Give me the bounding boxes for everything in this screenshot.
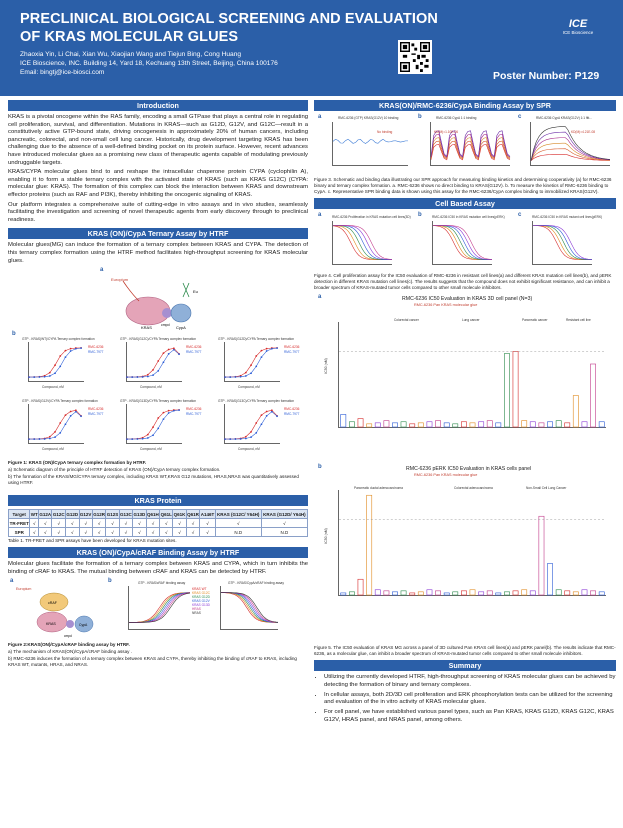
figure-2-caption	[8, 642, 308, 668]
bar	[444, 593, 449, 595]
bar	[590, 364, 595, 427]
cell-chart-a	[332, 221, 392, 265]
spr-chart-b-title: RMC-6236 CypA 1:1 binding	[436, 116, 477, 120]
table-cell: √	[92, 519, 106, 528]
table-header-cell: KRAS (G12D/ Y64H)	[263, 511, 306, 517]
figure-4-caption: Figure 4. Cell proliferation assay for the IC50 evaluation of RMC-6236 in resistant cell lines(a) and different KRAS mutation cell lines(b), and pERK detection in different KRAS mutation cell lines(c). The results suggests that the compound does not exhibit significant resistance, and can inhibit a broader spectrum of KRAS-mutated tumor cells compared to other small molecule inhibitors.	[314, 273, 612, 290]
title-line-1: PRECLINICAL BIOLOGICAL SCREENING AND EVALUATION	[20, 11, 438, 27]
bar	[470, 423, 475, 427]
bar	[479, 422, 484, 427]
affiliation: ICE Bioscience, INC. Building 14, Yard 18, Kechuang 13th Street, Beijing, China 100176	[20, 60, 278, 67]
table-header-cell: G12C	[52, 511, 65, 517]
series-line	[127, 348, 179, 377]
poster-title	[20, 10, 460, 46]
series-line	[333, 225, 392, 259]
bar	[358, 579, 363, 595]
table-cell: √	[66, 519, 80, 528]
cell-chart-c	[532, 221, 592, 265]
table-header-cell: Q61H	[147, 511, 159, 517]
bar	[435, 591, 440, 595]
craf-legend	[192, 587, 210, 615]
legend-entry: KRAS G12D	[192, 595, 210, 600]
panel-chart-b-subtitle: RMC-6236 Pan KRAS molecular glue	[414, 473, 478, 477]
series-line	[127, 350, 179, 377]
bar	[599, 422, 604, 427]
right-column	[314, 100, 616, 727]
figure-4-label-b: b	[418, 212, 422, 218]
htrf-chart	[28, 404, 84, 444]
series-line	[127, 410, 179, 439]
htrf-chart-title: GTP - KRAS(G12C)/CYPA Ternary complex formation	[120, 337, 196, 342]
htrf-chart	[28, 342, 84, 382]
group-label: Pancreatic ductal adenocarcinoma	[354, 486, 403, 490]
summary-item: • For cell panel, we have established various panel types, such as Pan KRAS, KRAS G12D, KRAS G12C, KRAS G12V, HRAS panel, and NRAS panel, among others.	[324, 709, 616, 725]
diagram-label-europium: Europium	[16, 587, 32, 592]
summary-item: • Utilizing the currently developed HTRF, high-throughput screening of KRAS molecular glues can be achieved by detecting the formation of binary and ternary complexes.	[324, 674, 616, 690]
series-line	[433, 225, 492, 259]
series-line	[221, 593, 278, 623]
bar	[384, 421, 389, 427]
legend-entry: RMC-7977	[186, 412, 202, 417]
qr-code-icon	[398, 40, 432, 74]
figure-3-label-b: b	[418, 114, 422, 120]
summary-list	[314, 674, 616, 725]
row-label: TR-FRET	[9, 520, 29, 526]
htrf-chart	[224, 404, 280, 444]
table-cell: √	[52, 528, 66, 537]
table-cell: √	[79, 519, 92, 528]
table-cell: √	[133, 519, 147, 528]
x-axis-label: Compound, nM	[140, 447, 162, 452]
table-header-cell: Q61K	[173, 511, 186, 517]
series-line	[221, 593, 278, 623]
bar	[418, 592, 423, 595]
section-heading-craf: KRAS (ON)/CypA/cRAF Binding Assay by HTRF	[8, 547, 308, 558]
bar	[573, 396, 578, 428]
spr-c-annotation: KD(M)=4.21E-08	[571, 130, 596, 134]
htrf-chart-title: GTP - KRAS(G12D)/CYPA Ternary complex formation	[218, 337, 294, 342]
row-label: SPR	[9, 528, 30, 537]
series-line	[221, 593, 278, 623]
bar	[487, 421, 492, 427]
series-line	[221, 593, 278, 623]
group-label: Colorectal cancer	[394, 318, 419, 322]
legend-entry: KRAS G12C	[192, 591, 210, 596]
spr-b-annotation: KD(M)=1.10E-06	[434, 130, 459, 134]
figure-3-label-a: a	[318, 114, 322, 120]
table-header-cell: KRAS (G12C/ Y64H)	[216, 511, 260, 517]
diagram-label-cmpd: cmpd	[64, 634, 72, 639]
spr-chart-a-title: RMC-6236 (GTP) KRAS(G12V) 10 binding	[338, 116, 399, 120]
section-heading-htrf: KRAS (ON)/CypA Ternary Assay by HTRF	[8, 228, 308, 239]
group-label: Pancreatic cancer	[522, 318, 548, 322]
bar	[582, 590, 587, 595]
diagram-label-cmpd: cmpd	[161, 323, 170, 328]
table-cell: √	[133, 528, 147, 537]
craf-chart-1	[128, 586, 190, 630]
table-cell: √	[66, 528, 80, 537]
htrf-chart-title: GTP - KRAS(G13C)/CYPA Ternary complex formation	[218, 399, 294, 404]
series-line	[333, 225, 392, 259]
table-cell: √	[200, 528, 215, 537]
table-cell: √	[38, 528, 52, 537]
figure-3-caption: Figure 3. Schematic and binding data illustrating our SPR approach for measuring binding kinetics and determining cooperativity (a) for RMC-6236 binary and ternary complex formation. a. RMC-6236 shows no direct binding to KRAS(G12V). b. To measure the kinetics of RMC-6236 binding to CypA. c. Representative SPR binding data is shown using this assay for the RMC-6236/CypA complex binding to immobilized KRAS(G12V).	[314, 177, 612, 194]
bar	[427, 590, 432, 595]
legend-entry: RMC-7977	[284, 350, 300, 355]
figure-1-caption-b: b) The formation of the KRAS/MG/CYPA ternary complex, including KRAS WT,KRAS G12 mutations, HRAS,NRAS was quantitatively assessed using HTRF.	[8, 474, 299, 486]
figure-1-caption-a: a) Schematic diagram of the principle of HTRF detection of KRAS (ON)/CypA ternary complex formation.	[8, 467, 221, 473]
diagram-label-kras: KRAS	[141, 325, 152, 331]
legend-entry: RMC-7977	[88, 412, 104, 417]
summary-item: • In cellular assays, both 2D/3D cell proliferation and ERK phosphorylation tests can be utilized for the screening and evaluation of the in vitro activity of KRAS molecular glues.	[324, 692, 616, 708]
poster-number: Poster Number: P129	[493, 70, 600, 82]
table-header-cell: Q61R	[187, 511, 199, 517]
legend-entry: RMC-6236	[284, 407, 300, 412]
bar	[530, 591, 535, 595]
legend-entry: RMC-6236	[88, 407, 104, 412]
series-line	[433, 225, 492, 259]
table-cell: √	[215, 519, 261, 528]
bar	[556, 590, 561, 595]
figure-2-caption-a: a) The mechanism of KRAS(ON)/CypA/cRAF binding assay .	[8, 649, 132, 655]
legend-entry: KRAS G13D	[192, 603, 210, 608]
table-cell: √	[146, 519, 160, 528]
bar	[341, 414, 346, 427]
bar	[599, 592, 604, 595]
bar	[487, 591, 492, 595]
bar	[565, 423, 570, 427]
figure-2-caption-b: b) RMC-6236 induces the formation of a ternary complex between KRAS and CYPA, thereby inhibiting the binding of cRAF to KRAS, including KRAS WT, mutants, HRAS, and NRAS.	[8, 656, 297, 668]
legend-entry: RMC-6236	[88, 345, 104, 350]
figure-4	[314, 212, 616, 272]
legend-entry: RMC-7977	[186, 350, 202, 355]
table-header-cell: A146T	[200, 511, 215, 517]
bar	[513, 351, 518, 427]
table-header-cell: G12D	[66, 511, 79, 517]
series-line	[221, 593, 278, 623]
figure-5	[314, 294, 616, 644]
intro-paragraph-3: Our platform integrates a comprehensive suite of cutting-edge in vitro assays and in vivo studies, seamlessly facilitating the investigation and screening of novel therapeutic agents from early discovery through to preclinical readiness.	[8, 201, 308, 223]
table-cell: √	[119, 519, 133, 528]
bar	[547, 422, 552, 427]
group-label: Colorectal adenocarcinoma	[454, 486, 493, 490]
company-logo	[548, 18, 608, 52]
figure-3-label-c: c	[518, 114, 522, 120]
bar	[556, 421, 561, 427]
bar	[349, 422, 354, 427]
bar	[470, 590, 475, 595]
legend-entry: NRAS	[192, 611, 201, 616]
legend-entry: RMC-6236	[186, 345, 202, 350]
section-heading-kras-protein: KRAS Protein	[8, 495, 308, 506]
legend-entry: KRAS WT	[192, 587, 207, 592]
email: Email: bingtj@ice-biosci.com	[20, 69, 105, 76]
figure-5-label-a: a	[318, 294, 322, 300]
craf-chart-1-title: GTP - KRAS/cRAF binding assay	[138, 581, 186, 586]
logo-mark: ICE	[568, 18, 588, 30]
europium-arrow	[123, 281, 139, 301]
figure-2	[8, 578, 308, 640]
bar	[461, 591, 466, 595]
bar	[522, 590, 527, 595]
group-label: Resistant cell line	[566, 318, 591, 322]
panel-chart-b-ylabel: IC50 (nM)	[323, 528, 328, 544]
compound-shape	[162, 308, 172, 318]
diagram-label-cypa: CypA	[79, 623, 88, 628]
bar	[453, 424, 458, 427]
figure-2-label-b: b	[108, 578, 112, 585]
table-cell: √	[106, 528, 119, 537]
bar	[590, 591, 595, 595]
bar	[539, 423, 544, 427]
legend-entry: RMC-7977	[88, 350, 104, 355]
logo-subtext: ICE Bioscience	[562, 30, 594, 35]
table-cell: √	[261, 519, 307, 528]
table-cell: N.D	[215, 528, 261, 537]
htrf-chart-title: GTP - KRAS(G12V)/CYPA Ternary complex formation	[22, 399, 98, 404]
table-cell: √	[173, 519, 187, 528]
authors: Zhaoxia Yin, Li Chai, Xian Wu, Xiaojian Wang and Tiejun Bing, Cong Huang	[20, 51, 242, 58]
bar	[479, 592, 484, 595]
series-line	[333, 139, 408, 143]
figure-1	[8, 267, 308, 495]
cell-chart-a-title: RMC-6236 Proliferation in KRAS mutation cell lines(3D)	[332, 215, 411, 219]
table-cell: √	[38, 519, 52, 528]
series-line	[29, 410, 81, 439]
bar	[427, 422, 432, 427]
bar	[418, 423, 423, 427]
bar	[358, 419, 363, 427]
bar	[401, 422, 406, 427]
table-cell: √	[92, 528, 106, 537]
compound-shape	[66, 620, 74, 628]
series-line	[433, 225, 492, 259]
group-label: Non-Small Cell Lung Cancer	[526, 486, 567, 490]
bar	[582, 422, 587, 427]
htrf-paragraph: Molecular glues(MG) can induce the formation of a ternary complex between KRAS and CYPA. The detection of this ternary complex formation using the HTRF method facilitates high-throughput screening for KRAS molecular glues.	[8, 242, 308, 264]
bar	[349, 592, 354, 595]
table-header-cell: Target	[9, 510, 30, 519]
figure-1-caption	[8, 459, 308, 486]
table-cell: √	[186, 528, 200, 537]
panel-chart-a-title: RMC-6236 IC50 Evaluation in KRAS 3D cell panel (N=3)	[402, 296, 533, 302]
table-cell: √	[119, 528, 133, 537]
x-axis-label: Compound, nM	[238, 447, 260, 452]
section-heading-introduction: Introduction	[8, 100, 308, 111]
bar	[573, 592, 578, 595]
bar	[435, 421, 440, 427]
htrf-chart-title: GTP - KRAS(WT)/CYPA Ternary complex formation	[22, 337, 95, 342]
figure-4-label-c: c	[518, 212, 522, 218]
series-line	[225, 348, 277, 377]
craf-chart-2	[220, 586, 278, 630]
legend-entry: RMC-7977	[284, 412, 300, 417]
cell-chart-b-title: RMC-6236 IC50 in KRAS mutation cell lines(pERK)	[432, 215, 505, 219]
table-header-cell: G13D	[133, 511, 146, 517]
panel-chart-a	[338, 322, 606, 428]
bar	[522, 421, 527, 427]
cell-chart-b	[432, 221, 492, 265]
x-axis-label: Compound, nM	[42, 447, 64, 452]
diagram-label-cypa: CypA	[176, 325, 186, 331]
x-axis-label: Compound, nM	[238, 385, 260, 390]
bar	[565, 591, 570, 595]
panel-chart-b	[338, 490, 606, 596]
acceptor-icon	[183, 283, 189, 297]
table-header-cell: G12V	[79, 511, 92, 517]
group-label: Lung cancer	[462, 318, 480, 322]
cell-chart-c-title: RMC-6236 IC50 in KRAS mutant cell lines(pERK)	[532, 215, 603, 219]
kras-protein-table	[8, 509, 308, 537]
spr-chart-b	[430, 122, 510, 166]
table-header-row	[9, 510, 308, 519]
figure-2-label-a: a	[10, 578, 14, 585]
table-header-cell: G13C	[119, 511, 132, 517]
bar	[530, 422, 535, 427]
intro-paragraph-2: KRAS/CYPA molecular glues bind to and reshape the intracellular chaperone protein CYPA (cyclophilin A), enabling it to form a stable ternary complex with the activated state of KRAS (such as KRAS G12C) (CYPA: molecular glue: KRAS). The formation of this complex can block the interaction between KRAS and downstream effector proteins (such as RAF and PI3K), thereby inhibiting the oncogenic signaling of KRAS.	[8, 169, 308, 198]
bar	[453, 592, 458, 595]
table-cell: N.D	[261, 528, 307, 537]
htrf-chart	[224, 342, 280, 382]
table-header-cell: Q61L	[160, 511, 172, 517]
series-line	[533, 225, 592, 259]
table-cell: √	[160, 519, 173, 528]
table-cell: √	[186, 519, 200, 528]
panel-chart-a-ylabel: IC50 (nM)	[323, 358, 328, 374]
series-line	[533, 225, 592, 259]
series-line	[221, 593, 278, 623]
craf-chart-2-title: GTP - KRAS/CypA/cRAF binding assay	[228, 581, 284, 586]
bar	[410, 424, 415, 427]
diagram-label-eu: Eu	[193, 289, 198, 295]
legend-entry: RMC-6236	[284, 345, 300, 350]
series-line	[531, 138, 610, 161]
bar	[375, 423, 380, 427]
bar	[496, 593, 501, 595]
table-header-cell: G12S	[106, 511, 119, 517]
bar	[410, 593, 415, 595]
bar	[539, 516, 544, 595]
left-column	[8, 100, 308, 668]
table-cell: √	[173, 528, 187, 537]
htrf-chart-title: GTP - KRAS(G13D)/CYPA Ternary complex formation	[120, 399, 196, 404]
bar	[444, 423, 449, 427]
table-header-cell: G12R	[93, 511, 105, 517]
htrf-chart	[126, 342, 182, 382]
table-cell: √	[200, 519, 215, 528]
series-line	[333, 225, 392, 259]
table-cell: √	[106, 519, 119, 528]
table-header-cell: WT	[30, 511, 38, 517]
htrf-mechanism-diagram	[103, 273, 213, 331]
table-1-caption: Table 1. TR-FRET and SPR assays have been developed for KRAS mutation sites.	[8, 538, 177, 544]
series-line	[533, 225, 592, 259]
spr-a-annotation: No binding	[377, 130, 393, 134]
series-line	[533, 225, 592, 259]
diagram-label-craf: cRAF	[48, 601, 57, 606]
section-heading-summary: Summary	[314, 660, 616, 671]
bar	[401, 591, 406, 595]
series-line	[225, 410, 277, 439]
section-heading-spr: KRAS(ON)/RMC-6236/CypA Binding Assay by SPR	[314, 100, 616, 111]
figure-1-label-b: b	[12, 331, 16, 338]
legend-entry: RMC-6236	[186, 407, 202, 412]
series-line	[29, 348, 81, 377]
bar	[547, 564, 552, 596]
table-cell: √	[30, 519, 38, 528]
panel-chart-b-title: RMC-6236 pERK IC50 Evaluation in KRAS cells panel	[406, 466, 532, 472]
x-axis-label: Compound, nM	[140, 385, 162, 390]
table-row	[9, 519, 308, 528]
intro-paragraph-1: KRAS is a pivotal oncogene within the RAS family, encoding a small GTPase that plays a central role in regulating cell proliferation, survival, and differentiation. Mutations in KRAS—such as G12D, G12V, and G12C—result in a constitutively active GTP-bound state, driving oncogenesis in approximately 20% of human cancers, including pancreatic, colorectal, and non-small cell lung cancer. Historically, drug development targeting KRAS has been challenging due to the absence of a well-defined binding pocket on its protein surface. However, recent advances have introduced molecular glues as a promising new class of therapeutic agents capable of modulating previously undruggable targets.	[8, 114, 308, 166]
series-line	[433, 225, 492, 259]
figure-1-caption-title: Figure 1: KRAS (ON)/CypA ternary complex formation by HTRF.	[8, 460, 147, 466]
cypa-protein-shape	[171, 304, 191, 322]
bar	[496, 423, 501, 427]
series-line	[433, 226, 492, 260]
bar	[384, 591, 389, 595]
bar	[367, 495, 372, 595]
craf-mechanism-diagram	[14, 582, 104, 640]
bar	[461, 422, 466, 427]
table-cell: √	[146, 528, 160, 537]
x-axis-label: Compound, nM	[42, 385, 64, 390]
bar	[392, 423, 397, 427]
table-cell: √	[52, 519, 66, 528]
bar	[504, 592, 509, 595]
series-line	[29, 412, 81, 439]
legend-entry: KRAS G12V	[192, 599, 210, 604]
series-line	[221, 593, 278, 623]
bar	[504, 354, 509, 428]
bar	[341, 593, 346, 595]
figure-4-label-a: a	[318, 212, 322, 218]
diagram-label-kras: KRAS	[46, 622, 56, 627]
spr-chart-a	[332, 122, 408, 166]
bar	[392, 592, 397, 595]
table-header-cell: G12A	[39, 511, 52, 517]
bar	[375, 590, 380, 595]
figure-5-label-b: b	[318, 464, 322, 470]
series-line	[533, 225, 592, 259]
bar	[367, 424, 372, 427]
series-line	[225, 412, 277, 439]
figure-3	[314, 114, 616, 176]
series-line	[531, 132, 610, 161]
diagram-label-europium: Europium	[111, 277, 129, 283]
section-heading-cell-based: Cell Based Assay	[314, 198, 616, 209]
spr-chart-c-title: RMC-6236 CypA KRAS(G12V) 1:1 fitt...	[536, 116, 592, 120]
panel-chart-a-subtitle: RMC-6236 Pan KRAS molecular glue	[414, 303, 478, 307]
poster-header	[0, 0, 623, 96]
author-block	[20, 50, 278, 77]
figure-1-label-a: a	[100, 267, 104, 274]
htrf-chart	[126, 404, 182, 444]
spr-chart-c	[530, 122, 610, 166]
table-cell: √	[79, 528, 92, 537]
figure-5-caption: Figure 5. The IC50 evaluation of KRAS MG across a panel of 3D cultured Pan KRAS cell lines(a) and pERK panel(b). The results indicate that RMC-6236, as a molecular glue, can inhibit a broader spectrum of KRAS-mutated tumor cells compared to other small molecule inhibitors.	[314, 645, 616, 656]
bar	[513, 591, 518, 595]
craf-paragraph: Molecular glues facilitate the formation of a ternary complex between KRAS and CYPA, which in turn inhibits the binding of cRAF to KRAS. The mutual binding between cRAF and KRAS can be detected by HTRF.	[8, 561, 308, 575]
legend-entry: HRAS	[192, 607, 201, 612]
table-cell: √	[160, 528, 173, 537]
series-line	[433, 225, 492, 259]
table-cell: √	[30, 528, 38, 537]
table-row	[9, 528, 308, 537]
title-line-2: OF KRAS MOLECULAR GLUES	[20, 29, 239, 45]
figure-2-caption-title: Figure 2:KRAS(ON)/CypA/cRAF binding assay by HTRF.	[8, 642, 130, 648]
